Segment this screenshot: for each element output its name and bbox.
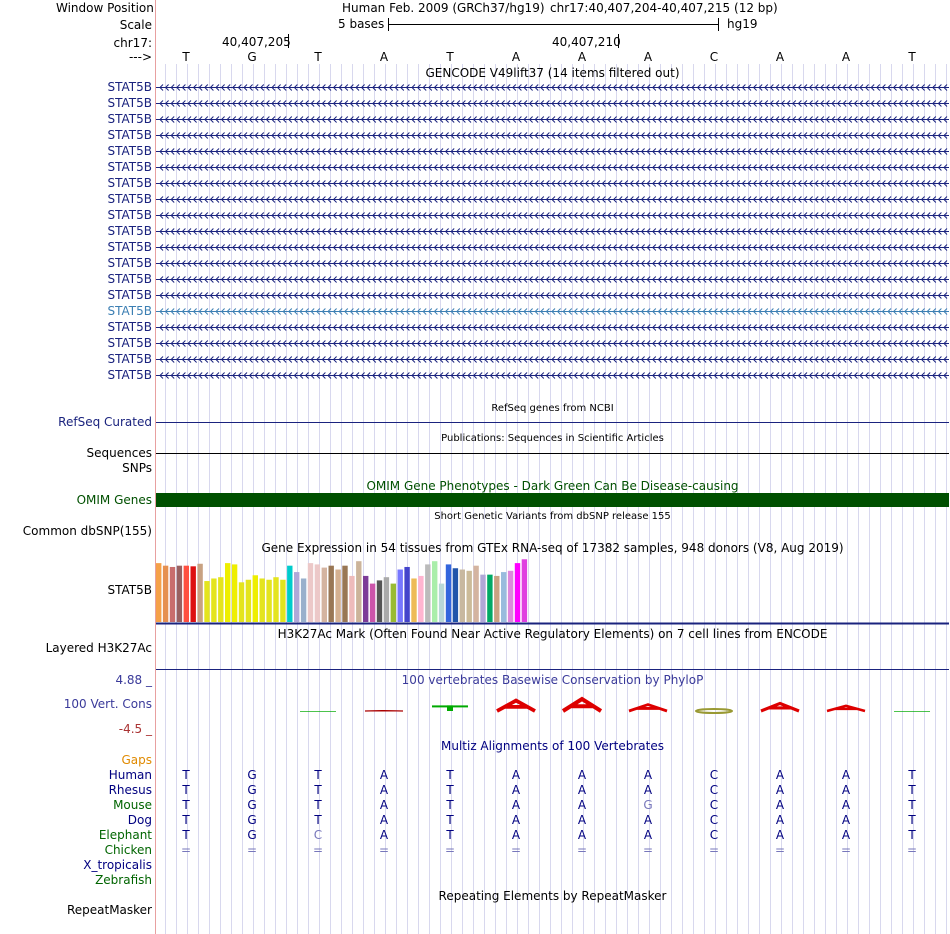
gtex-tissue-bar (398, 570, 403, 622)
gtex-tissue-bar (370, 584, 375, 622)
multiz-base: A (775, 813, 785, 827)
gencode-item-label[interactable]: STAT5B (107, 288, 152, 302)
gtex-tissue-bar (204, 581, 209, 622)
phylop-track-label[interactable]: 100 Vert. Cons (63, 697, 152, 711)
phylop-track-title: 100 vertebrates Basewise Conservation by PhyloP (401, 673, 704, 687)
omim-track-title: OMIM Gene Phenotypes - Dark Green Can Be Disease-causing (366, 479, 739, 493)
gencode-item-label[interactable]: STAT5B (107, 96, 152, 110)
multiz-base: G (247, 768, 257, 782)
multiz-base: = (378, 843, 390, 857)
sequence-base: A (511, 50, 521, 64)
multiz-base: G (247, 798, 257, 812)
multiz-base: A (511, 768, 521, 782)
multiz-base: A (775, 783, 785, 797)
gtex-tissue-bar (294, 572, 299, 622)
phylop-base-mark (563, 699, 601, 711)
gtex-tissue-bar (487, 575, 492, 622)
gtex-tissue-bar (356, 561, 361, 622)
multiz-base: A (577, 828, 587, 842)
multiz-base: T (908, 768, 916, 782)
gencode-item-label[interactable]: STAT5B (107, 208, 152, 222)
phylop-min-label: -4.5 _ (118, 722, 152, 736)
multiz-base: G (247, 813, 257, 827)
repeatmasker-track-title: Repeating Elements by RepeatMasker (438, 889, 667, 903)
multiz-base: T (182, 798, 190, 812)
gencode-item-label[interactable]: STAT5B (107, 176, 152, 190)
gencode-item-label[interactable]: STAT5B (107, 304, 152, 318)
gencode-track-title: GENCODE V49lift37 (14 items filtered out) (425, 66, 680, 80)
multiz-base: T (314, 783, 322, 797)
ruler-tick-label-1: 40,407,205 (222, 35, 291, 49)
sequence-base: A (379, 50, 389, 64)
gtex-tissue-bar (287, 566, 292, 622)
gtex-tissue-bar (308, 563, 313, 622)
gtex-tissue-bar (301, 578, 306, 622)
multiz-base: T (446, 798, 454, 812)
gtex-tissue-bar (425, 564, 430, 622)
gtex-tissue-bar (432, 561, 437, 622)
gtex-tissue-bar (335, 570, 340, 622)
multiz-base: A (379, 798, 389, 812)
gencode-item-label[interactable]: STAT5B (107, 144, 152, 158)
multiz-base: A (511, 828, 521, 842)
multiz-base: A (841, 798, 851, 812)
gencode-item-label[interactable]: STAT5B (107, 272, 152, 286)
gtex-track-title: Gene Expression in 54 tissues from GTEx RNA-seq of 17382 samples, 948 donors (V8, Aug 2019) (261, 541, 844, 555)
multiz-base: T (908, 798, 916, 812)
phylop-letter-a (563, 699, 601, 711)
gtex-tissue-bar (156, 563, 161, 622)
omim-gene-bar (156, 493, 949, 507)
multiz-base: A (841, 828, 851, 842)
gtex-tissue-bar (446, 564, 451, 622)
multiz-base: = (576, 843, 588, 857)
gtex-tissue-bar (239, 582, 244, 622)
chrom-label: chr17: (113, 36, 152, 50)
sequence-base: G (247, 50, 257, 64)
gtex-tissue-bar (246, 580, 251, 622)
phylop-letter-t-stem (447, 705, 453, 711)
gencode-item-label[interactable]: STAT5B (107, 160, 152, 174)
gencode-item-label[interactable]: STAT5B (107, 192, 152, 206)
assembly-text: Human Feb. 2009 (GRCh37/hg19) (342, 1, 545, 15)
gaps-label: Gaps (121, 753, 152, 767)
multiz-base: = (708, 843, 720, 857)
scale-db-label: hg19 (727, 17, 758, 31)
gtex-tissue-bar (253, 575, 258, 622)
multiz-base: A (643, 828, 653, 842)
multiz-base: = (312, 843, 324, 857)
phylop-base-mark (827, 706, 865, 711)
gtex-tissue-bar (480, 575, 485, 622)
phylop-score-bar (300, 711, 336, 712)
gtex-tissue-bar (322, 568, 327, 622)
gtex-tissue-bar (211, 578, 216, 622)
sequence-base: C (709, 50, 719, 64)
sequence-base: A (643, 50, 653, 64)
gtex-tissue-bar (232, 564, 237, 622)
gtex-tissue-bar (225, 563, 230, 622)
gencode-item-label[interactable]: STAT5B (107, 368, 152, 382)
multiz-base: = (510, 843, 522, 857)
multiz-base: C (709, 798, 719, 812)
multiz-base: A (841, 813, 851, 827)
multiz-base: A (775, 828, 785, 842)
multiz-base: A (379, 813, 389, 827)
multiz-base: = (642, 843, 654, 857)
multiz-base: C (313, 828, 323, 842)
multiz-base: A (379, 828, 389, 842)
repeatmasker-track-label[interactable]: RepeatMasker (66, 903, 152, 917)
gtex-tissue-bar (266, 580, 271, 622)
multiz-base: T (314, 813, 322, 827)
multiz-species-label[interactable]: Dog (127, 813, 152, 827)
gtex-tissue-bar (467, 571, 472, 622)
ruler-tick-label-2: 40,407,210 (552, 35, 621, 49)
gtex-tissue-bar (191, 566, 196, 622)
multiz-base: = (840, 843, 852, 857)
phylop-letter-a (497, 701, 535, 711)
multiz-base: T (314, 798, 322, 812)
sequence-base: A (841, 50, 851, 64)
h3k27ac-track-title: H3K27Ac Mark (Often Found Near Active Regulatory Elements) on 7 cell lines from ENCODE (277, 627, 828, 641)
multiz-base: T (314, 768, 322, 782)
gtex-tissue-bar (218, 577, 223, 622)
phylop-letter-a (827, 706, 865, 711)
gencode-item-label[interactable]: STAT5B (107, 224, 152, 238)
multiz-base: A (775, 768, 785, 782)
gtex-tissue-bar (329, 566, 334, 622)
multiz-species-label[interactable]: X_tropicalis (83, 858, 152, 872)
multiz-base: A (577, 813, 587, 827)
multiz-base: = (180, 843, 192, 857)
multiz-base: A (775, 798, 785, 812)
position-text[interactable]: chr17:40,407,204-40,407,215 (12 bp) (550, 1, 778, 15)
gtex-tissue-bar (418, 576, 423, 622)
gtex-tissue-bar (391, 584, 396, 622)
snps-track-label[interactable]: SNPs (122, 461, 152, 475)
phylop-base-mark (894, 711, 930, 712)
multiz-base: G (247, 783, 257, 797)
multiz-base: A (577, 783, 587, 797)
multiz-base: A (841, 768, 851, 782)
scale-label: Scale (119, 18, 152, 32)
multiz-species-label[interactable]: Mouse (113, 798, 152, 812)
multiz-base: A (511, 798, 521, 812)
gtex-tissue-bar (184, 566, 189, 622)
strand-label: ---> (128, 50, 152, 64)
gtex-tissue-bar (384, 577, 389, 622)
multiz-species-label[interactable]: Chicken (104, 843, 152, 857)
multiz-base: A (511, 813, 521, 827)
multiz-species-label[interactable]: Zebrafish (95, 873, 152, 887)
multiz-species-label[interactable]: Elephant (98, 828, 152, 842)
multiz-base: A (577, 768, 587, 782)
sequence-base: T (446, 50, 454, 64)
gtex-tissue-bar (508, 571, 513, 622)
refseq-track-title: RefSeq genes from NCBI (491, 403, 614, 414)
multiz-species-label[interactable]: Human (108, 768, 152, 782)
multiz-base: G (247, 828, 257, 842)
multiz-base: A (379, 783, 389, 797)
multiz-base: A (577, 798, 587, 812)
publications-track-label[interactable]: Sequences (86, 446, 152, 460)
multiz-base: A (379, 768, 389, 782)
multiz-base: T (908, 828, 916, 842)
gtex-tissue-bar (501, 572, 506, 622)
gtex-gene-label[interactable]: STAT5B (107, 583, 152, 597)
multiz-base: C (709, 813, 719, 827)
phylop-score-bar (894, 711, 930, 712)
multiz-base: G (643, 798, 653, 812)
multiz-base: T (182, 768, 190, 782)
window-position-label: Window Position (56, 1, 154, 15)
gtex-tissue-bar (273, 577, 278, 622)
multiz-track-title: Multiz Alignments of 100 Vertebrates (440, 739, 665, 753)
gtex-tissue-bar (197, 564, 202, 622)
gtex-tissue-bar (515, 563, 520, 622)
multiz-base: T (908, 783, 916, 797)
multiz-base: T (182, 813, 190, 827)
multiz-base: A (643, 768, 653, 782)
multiz-base: T (446, 813, 454, 827)
gtex-tissue-bar (404, 567, 409, 622)
gtex-tissue-bar (163, 566, 168, 622)
gtex-tissue-bar (473, 566, 478, 622)
gtex-tissue-bar (260, 578, 265, 622)
gtex-tissue-bar (315, 564, 320, 622)
gtex-tissue-bar (439, 584, 444, 622)
phylop-letter-a (761, 703, 799, 711)
multiz-base: A (511, 783, 521, 797)
gtex-tissue-bar (522, 559, 527, 622)
omim-track-label[interactable]: OMIM Genes (76, 493, 152, 507)
multiz-base: = (444, 843, 456, 857)
phylop-base-mark (497, 701, 535, 711)
phylop-base-mark (629, 705, 667, 711)
gtex-tissue-bar (494, 576, 499, 622)
gencode-item-label[interactable]: STAT5B (107, 352, 152, 366)
gencode-item-label[interactable]: STAT5B (107, 128, 152, 142)
publications-track-title: Publications: Sequences in Scientific Articles (441, 433, 664, 444)
gtex-tissue-bar (170, 567, 175, 622)
phylop-max-label: 4.88 _ (115, 673, 152, 687)
gtex-tissue-bar (349, 576, 354, 622)
multiz-base: A (841, 783, 851, 797)
gencode-item-label[interactable]: STAT5B (107, 256, 152, 270)
gtex-tissue-bar (280, 580, 285, 622)
multiz-base: T (182, 783, 190, 797)
multiz-base: T (182, 828, 190, 842)
sequence-base: A (577, 50, 587, 64)
gencode-item-label[interactable]: STAT5B (107, 112, 152, 126)
gencode-item-label[interactable]: STAT5B (107, 240, 152, 254)
multiz-base: C (709, 768, 719, 782)
gtex-tissue-bar (377, 580, 382, 622)
gtex-tissue-bar (342, 566, 347, 622)
multiz-base: T (446, 783, 454, 797)
multiz-base: = (774, 843, 786, 857)
gencode-item-label[interactable]: STAT5B (107, 336, 152, 350)
sequence-base: T (908, 50, 916, 64)
phylop-letter-a (629, 705, 667, 711)
sequence-base: T (182, 50, 190, 64)
dbsnp-track-title: Short Genetic Variants from dbSNP release 155 (434, 511, 671, 522)
multiz-base: = (246, 843, 258, 857)
gencode-item-label[interactable]: STAT5B (107, 320, 152, 334)
scale-bar-text: 5 bases (338, 17, 385, 31)
phylop-base-mark (300, 711, 336, 712)
multiz-base: = (906, 843, 918, 857)
multiz-base: T (446, 828, 454, 842)
gtex-tissue-bar (460, 570, 465, 622)
gencode-item-label[interactable]: STAT5B (107, 80, 152, 94)
multiz-base: C (709, 783, 719, 797)
dbsnp-track-label[interactable]: Common dbSNP(155) (22, 524, 152, 538)
gtex-tissue-bar (411, 578, 416, 622)
gtex-tissue-bar (363, 576, 368, 622)
multiz-base: T (908, 813, 916, 827)
gtex-tissue-bar (453, 568, 458, 622)
refseq-track-label[interactable]: RefSeq Curated (58, 415, 152, 429)
multiz-species-label[interactable]: Rhesus (108, 783, 152, 797)
h3k27ac-track-label[interactable]: Layered H3K27Ac (45, 641, 152, 655)
phylop-base-mark (761, 703, 799, 711)
multiz-base: T (446, 768, 454, 782)
sequence-base: T (314, 50, 322, 64)
multiz-base: A (643, 783, 653, 797)
gtex-tissue-bar (177, 566, 182, 622)
multiz-base: A (643, 813, 653, 827)
sequence-base: A (775, 50, 785, 64)
multiz-base: C (709, 828, 719, 842)
